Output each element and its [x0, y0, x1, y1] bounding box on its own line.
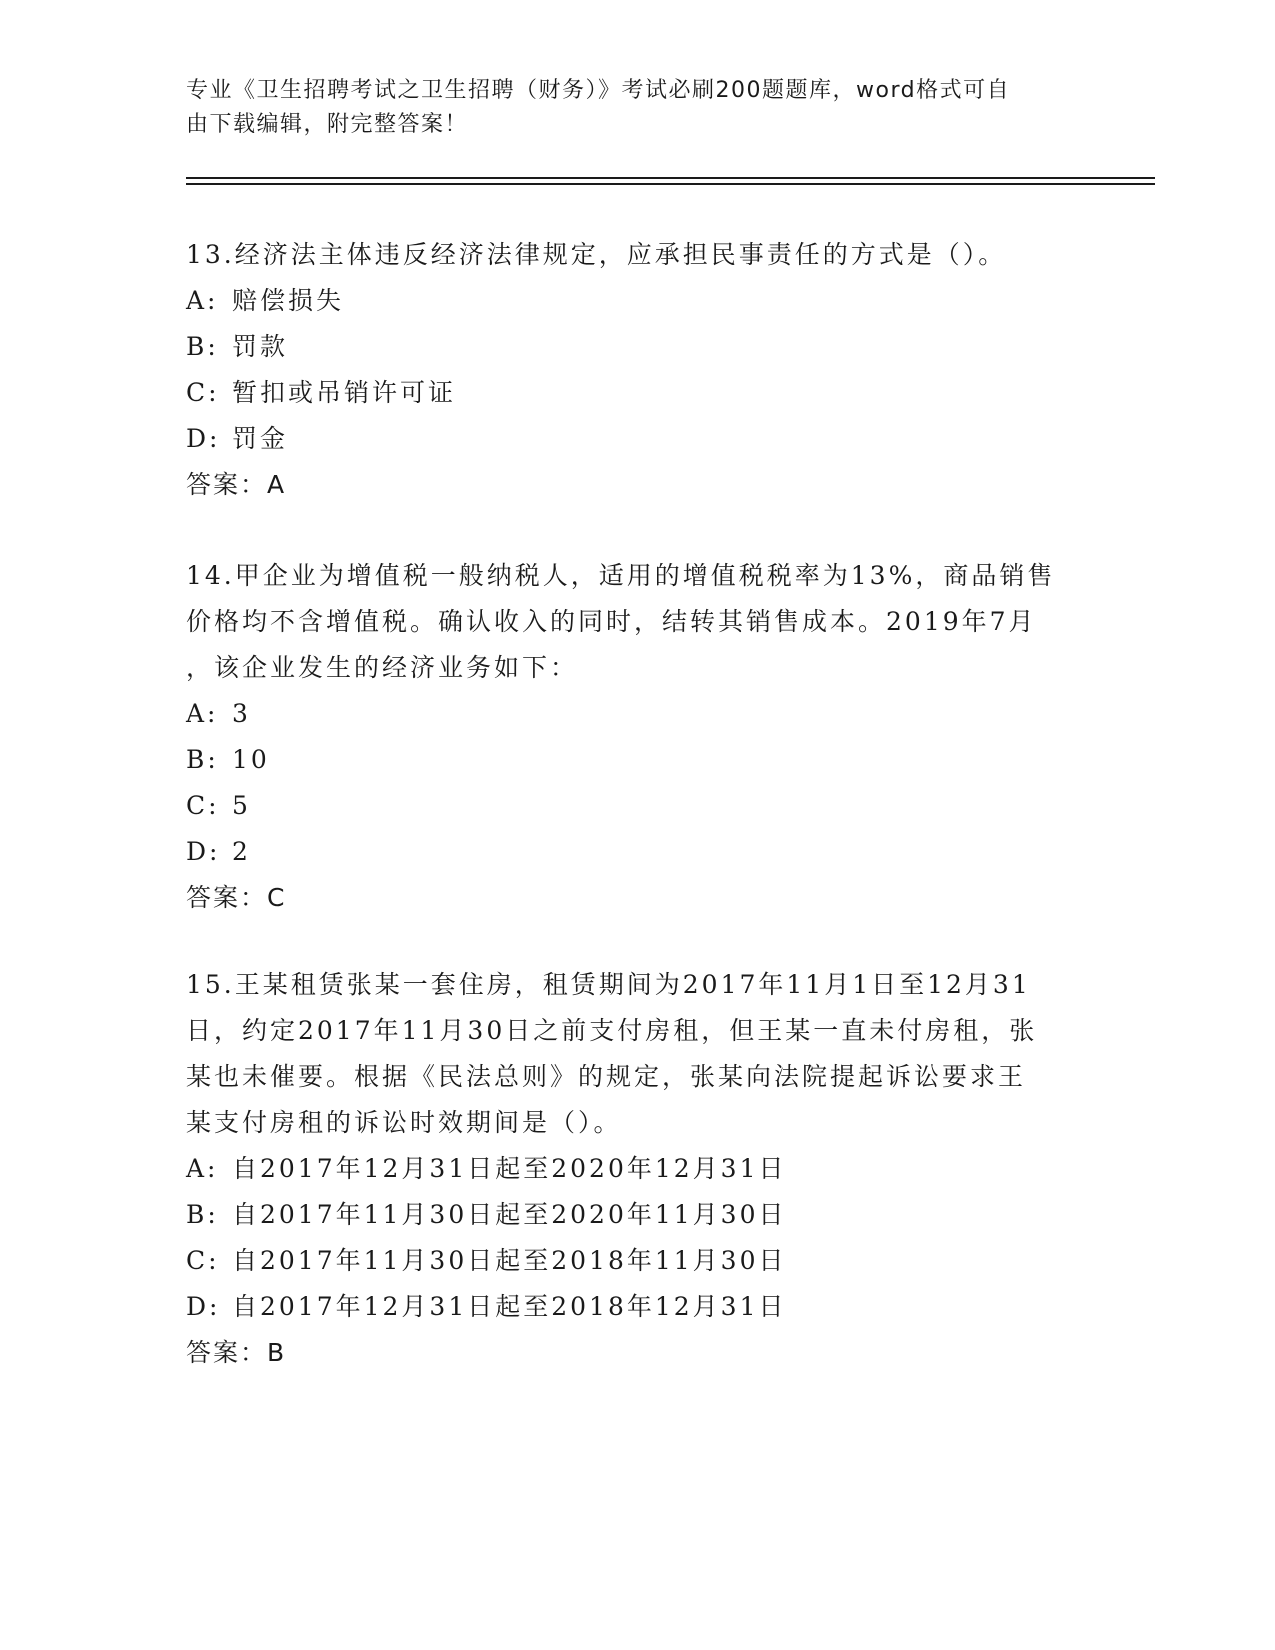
question-stem-line: 13.经济法主体违反经济法律规定，应承担民事责任的方式是（）。: [186, 240, 1007, 269]
question-stem-line: ，该企业发生的经济业务如下：: [186, 653, 579, 682]
option-letter: C:: [186, 378, 220, 407]
option-letter: D:: [186, 837, 221, 866]
option-letter: A:: [186, 699, 219, 728]
option-text: 5: [232, 791, 251, 820]
option-d: [186, 829, 1086, 875]
option-text: 2: [232, 837, 251, 866]
option-text: 自2017年11月30日起至2018年11月30日: [232, 1246, 787, 1275]
option-text: 罚款: [232, 332, 289, 361]
header-line-2: 由下载编辑，附完整答案！: [186, 112, 469, 137]
option-letter: C:: [186, 1246, 220, 1275]
header-divider-bottom: [186, 183, 1155, 185]
option-letter: A:: [186, 286, 219, 315]
document-header: [186, 74, 1076, 142]
option-text: 赔偿损失: [232, 286, 345, 315]
option-a: [186, 691, 1086, 737]
option-c: [186, 1238, 1086, 1284]
option-b: [186, 1192, 1086, 1238]
answer-line: 答案：C: [186, 883, 287, 912]
question-stem-line: 15.王某租赁张某一套住房，租赁期间为2017年11月1日至12月31: [186, 970, 1031, 999]
question-stem-line: 价格均不含增值税。确认收入的同时，结转其销售成本。2019年7月: [186, 607, 1037, 636]
header-divider-top: [186, 177, 1155, 179]
option-letter: A:: [186, 1154, 219, 1183]
option-c: [186, 370, 1086, 416]
option-a: [186, 278, 1086, 324]
answer-line: 答案：B: [186, 1338, 287, 1367]
header-line-1: 专业《卫生招聘考试之卫生招聘（财务）》考试必刷200题题库，word格式可自: [186, 78, 1011, 103]
answer-line: 答案：A: [186, 470, 287, 499]
question-15: [186, 962, 1086, 1376]
option-letter: B:: [186, 1200, 219, 1229]
option-text: 暂扣或吊销许可证: [232, 378, 457, 407]
option-c: [186, 783, 1086, 829]
option-d: [186, 416, 1086, 462]
option-text: 3: [232, 699, 251, 728]
option-d: [186, 1284, 1086, 1330]
question-14: [186, 553, 1086, 921]
question-13: [186, 232, 1086, 508]
option-letter: C:: [186, 791, 220, 820]
option-text: 自2017年11月30日起至2020年11月30日: [232, 1200, 787, 1229]
option-text: 自2017年12月31日起至2020年12月31日: [232, 1154, 787, 1183]
option-a: [186, 1146, 1086, 1192]
question-stem-line: 日，约定2017年11月30日之前支付房租，但王某一直未付房租，张: [186, 1016, 1038, 1045]
option-letter: B:: [186, 332, 219, 361]
option-letter: D:: [186, 1292, 221, 1321]
question-stem-line: 某也未催要。根据《民法总则》的规定，张某向法院提起诉讼要求王: [186, 1062, 1027, 1091]
option-letter: B:: [186, 745, 219, 774]
option-b: [186, 324, 1086, 370]
question-stem-line: 某支付房租的诉讼时效期间是（）。: [186, 1108, 622, 1137]
option-text: 自2017年12月31日起至2018年12月31日: [232, 1292, 787, 1321]
option-letter: D:: [186, 424, 221, 453]
option-text: 10: [232, 745, 270, 774]
question-stem-line: 14.甲企业为增值税一般纳税人，适用的增值税税率为13%，商品销售: [186, 561, 1056, 590]
option-b: [186, 737, 1086, 783]
option-text: 罚金: [232, 424, 289, 453]
